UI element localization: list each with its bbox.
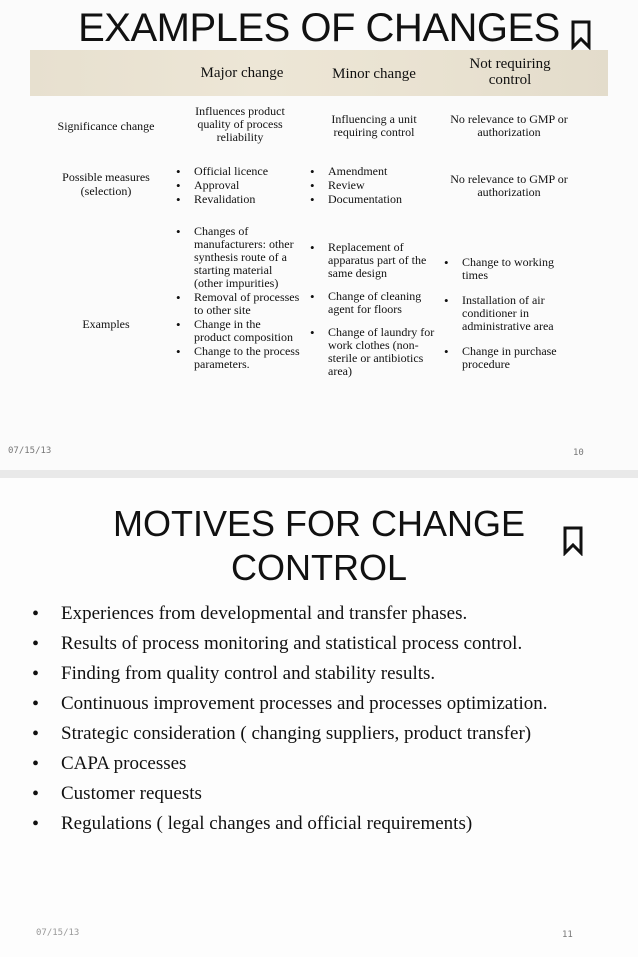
- examples-major-list: [172, 225, 300, 372]
- list-item: • Customer requests: [30, 782, 590, 806]
- measures-minor-list: [306, 165, 436, 207]
- list-item: • Installation of air conditioner in administrative area: [440, 294, 578, 333]
- list-item: • Change of cleaning agent for floors: [306, 290, 440, 316]
- list-item: • CAPA processes: [30, 752, 590, 776]
- slide-number: 11: [562, 930, 573, 940]
- list-item: • Change in the product composition: [172, 318, 300, 344]
- row-label-significance: Significance change: [57, 119, 155, 133]
- list-item: • Changes of manufacturers: other synthesis route of a starting material (other impurities): [172, 225, 300, 290]
- slide-motives-for-change-control: [0, 478, 638, 957]
- list-item: • Change to working times: [440, 256, 578, 282]
- list-item: • Review: [306, 179, 436, 192]
- motives-list: [30, 602, 590, 842]
- list-item: • Documentation: [306, 193, 436, 206]
- examples-minor-list: [306, 241, 440, 379]
- slide-date: 07/15/13: [36, 928, 80, 938]
- column-header-major: Major change: [200, 65, 284, 81]
- measures-major-list: [172, 165, 302, 207]
- slide-date: 07/15/13: [8, 446, 52, 456]
- significance-not-requiring: No relevance to GMP or authorization: [450, 112, 568, 139]
- row-label-examples: Examples: [82, 317, 130, 331]
- list-item: • Regulations ( legal changes and official requirements): [30, 812, 590, 836]
- list-item: • Change in purchase procedure: [440, 345, 578, 371]
- column-header-not-requiring: Not requiring control: [469, 56, 551, 88]
- list-item: • Replacement of apparatus part of the same design: [306, 241, 440, 280]
- list-item: • Continuous improvement processes and processes optimization.: [30, 692, 590, 716]
- significance-major: Influences product quality of process reliability: [195, 104, 285, 144]
- list-item: • Finding from quality control and stability results.: [30, 662, 590, 686]
- title-line-2: CONTROL: [230, 547, 407, 588]
- list-item: • Revalidation: [172, 193, 302, 206]
- row-label-possible-measures: Possible measures (selection): [62, 170, 150, 198]
- list-item: • Experiences from developmental and transfer phases.: [30, 602, 590, 626]
- list-item: • Amendment: [306, 165, 436, 178]
- list-item: • Official licence: [172, 165, 302, 178]
- measures-not-requiring: No relevance to GMP or authorization: [450, 172, 568, 199]
- title-line-1: MOTIVES FOR CHANGE: [112, 503, 526, 544]
- list-item: • Change of laundry for work clothes (non-sterile or antibiotics area): [306, 326, 440, 378]
- list-item: • Results of process monitoring and statistical process control.: [30, 632, 590, 656]
- slide-title: [0, 502, 638, 590]
- list-item: • Change to the process parameters.: [172, 345, 300, 371]
- column-header-minor: Minor change: [332, 66, 416, 82]
- slide-title: EXAMPLES OF CHANGES: [78, 6, 560, 50]
- list-item: • Approval: [172, 179, 302, 192]
- examples-not-requiring-list: [440, 256, 578, 372]
- bookmark-icon[interactable]: [570, 20, 592, 50]
- bookmark-icon[interactable]: [562, 526, 584, 556]
- slide-number: 10: [573, 448, 584, 458]
- slide-examples-of-changes: [0, 0, 638, 470]
- significance-minor: Influencing a unit requiring control: [331, 112, 417, 139]
- list-item: • Strategic consideration ( changing suppliers, product transfer): [30, 722, 590, 746]
- list-item: • Removal of processes to other site: [172, 291, 300, 317]
